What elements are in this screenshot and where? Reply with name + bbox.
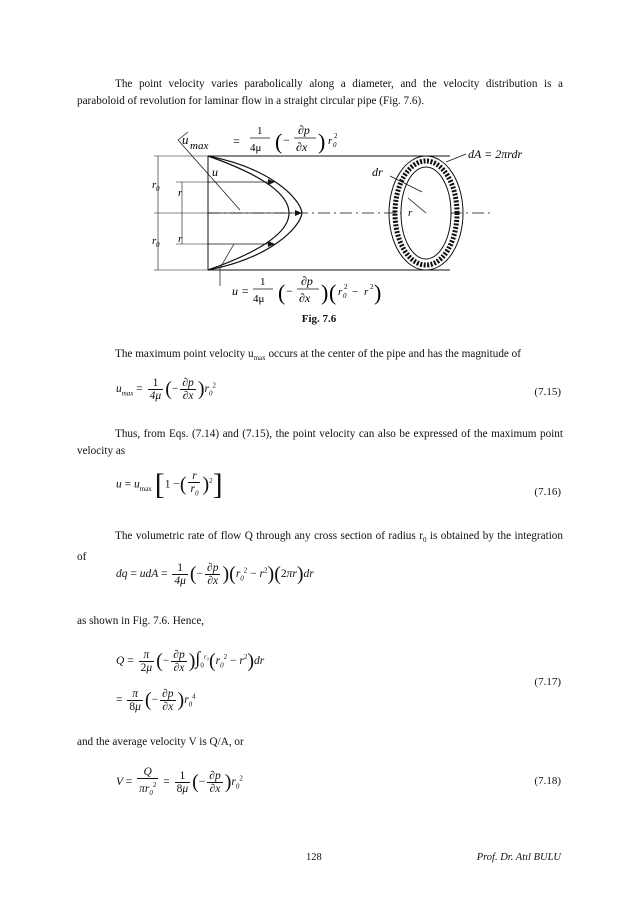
equation-7-15: $u_{max}$ = $\frac{1}{4\mu}$ (− $\frac{\partial p}{\partial x}$ )$r_0^2$: [116, 377, 216, 402]
eq-number-7-17: (7.17): [534, 676, 561, 688]
svg-text:r: r: [152, 179, 157, 191]
svg-text:r: r: [338, 286, 343, 298]
svg-text:0: 0: [343, 292, 347, 300]
svg-text:): ): [374, 280, 382, 305]
svg-text:(: (: [275, 129, 283, 154]
svg-text:): ): [318, 129, 326, 154]
svg-text:(: (: [278, 280, 286, 305]
fig-umax-label: u: [182, 132, 189, 147]
footer-author: Prof. Dr. Atıl BULU: [476, 852, 561, 863]
svg-text:2: 2: [334, 132, 338, 140]
svg-text:∂p: ∂p: [298, 123, 310, 137]
figure-caption: Fig. 7.6: [301, 313, 337, 325]
svg-text:∂x: ∂x: [299, 291, 311, 305]
eq-number-7-15: (7.15): [534, 386, 561, 398]
eq-number-7-18: (7.18): [534, 775, 561, 787]
svg-text:2: 2: [344, 283, 348, 291]
svg-text:−: −: [283, 133, 290, 147]
svg-text:r: r: [178, 233, 183, 245]
svg-text:r: r: [364, 286, 369, 298]
svg-text:r: r: [408, 207, 413, 219]
volumetric-paragraph: The volumetric rate of flow Q through any cross section of radius $r_0$ is obtained by the integration of: [77, 530, 563, 564]
svg-text:4μ: 4μ: [253, 293, 265, 305]
hence-paragraph: as shown in Fig. 7.6. Hence,: [77, 615, 205, 627]
svg-text:r: r: [178, 187, 183, 199]
svg-text:0: 0: [333, 141, 337, 149]
svg-text:u: u: [212, 165, 218, 179]
svg-text:r: r: [328, 135, 333, 147]
figure-7-6: [140, 118, 523, 313]
eq-number-7-16: (7.16): [534, 486, 561, 498]
svg-text:r: r: [152, 235, 157, 247]
average-velocity-paragraph: and the average velocity V is Q/A, or: [77, 736, 244, 748]
max-velocity-paragraph: Thus, from Eqs. (7.14) and (7.15), the point velocity can also be expressed of the maximum point velocity as: [77, 428, 563, 457]
svg-text:−: −: [352, 286, 359, 298]
page-number: 128: [306, 852, 322, 863]
svg-text:1: 1: [257, 125, 263, 137]
equation-7-18: V = $\frac{Q}{\pi r_0^2}$ = $\frac{1}{8\mu}$ (− $\frac{\partial p}{\partial x}$ )$r_0^2$: [116, 766, 243, 798]
svg-text:=: =: [233, 134, 240, 148]
svg-text:max: max: [190, 140, 209, 152]
svg-text:0: 0: [156, 241, 160, 249]
intro-paragraph: The point velocity varies parabolically along a diameter, and the velocity distribution is a paraboloid of revolution for laminar flow in a straight circular pipe (Fig. 7.6).: [77, 78, 563, 107]
svg-text:): ): [321, 280, 329, 305]
svg-text:2: 2: [370, 283, 374, 291]
equation-dq: dq = udA = $\frac{1}{4\mu}$ (− $\frac{\partial p}{\partial x}$ )$(r_0^2 - r^2)(2\pi r)dr$: [116, 562, 314, 587]
equation-7-17-line1: Q = $\frac{\pi}{2\mu}$ (− $\frac{\partial p}{\partial x}$ )$\int_0^{r_0}(r_0^2 - r^2)dr$: [116, 648, 265, 674]
umax-paragraph: The maximum point velocity $u_{max}$ occurs at the center of the pipe and has the magnitude of: [115, 348, 521, 363]
svg-text:∂p: ∂p: [301, 274, 313, 288]
svg-text:1: 1: [260, 276, 266, 288]
equation-7-16: $u = u_{max}$ [1 −( $\frac{r}{r_0}$ )$^2$]: [116, 468, 223, 501]
svg-text:u =: u =: [232, 284, 250, 298]
svg-text:(: (: [329, 280, 337, 305]
svg-text:−: −: [286, 284, 293, 298]
svg-text:∂x: ∂x: [296, 140, 308, 154]
equation-7-17-line2: = $\frac{\pi}{8\mu}$ (− $\frac{\partial p}{\partial x}$ )$r_0^4$: [116, 688, 196, 713]
svg-text:dA = 2πrdr: dA = 2πrdr: [468, 147, 523, 161]
svg-text:dr: dr: [372, 165, 383, 179]
svg-text:4μ: 4μ: [250, 142, 262, 154]
svg-text:0: 0: [156, 185, 160, 193]
